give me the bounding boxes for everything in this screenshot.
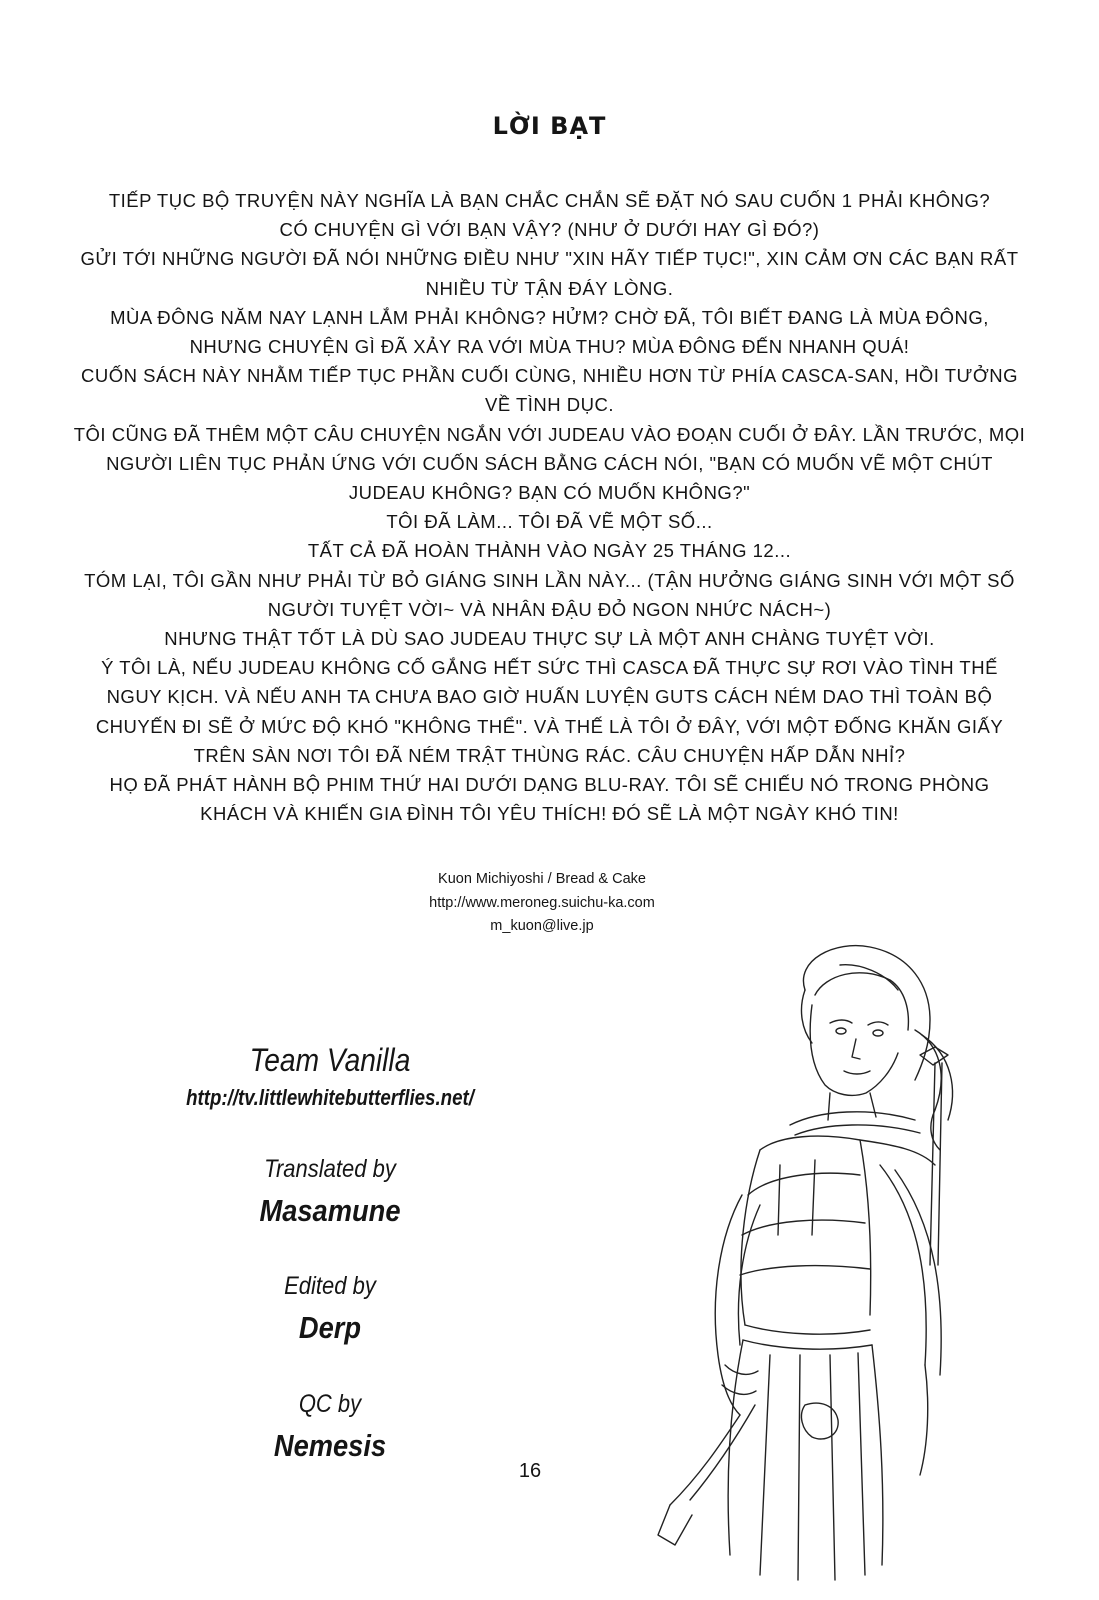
body-line: NGƯỜI LIÊN TỤC PHẢN ỨNG VỚI CUỐN SÁCH BẰNG CÁCH NÓI, "BẠN CÓ MUỐN VẼ MỘT CHÚT — [106, 452, 993, 474]
qc-label: QC by — [298, 1390, 362, 1418]
body-line: MÙA ĐÔNG NĂM NAY LẠNH LẮM PHẢI KHÔNG? HỬM? CHỜ ĐÃ, TÔI BIẾT ĐANG LÀ MÙA ĐÔNG, — [110, 306, 989, 328]
body-line: HỌ ĐÃ PHÁT HÀNH BỘ PHIM THỨ HAI DƯỚI DẠNG BLU-RAY. TÔI SẼ CHIẾU NÓ TRONG PHÒNG — [109, 774, 990, 796]
body-line: CHUYẾN ĐI SẼ Ở MỨC ĐỘ KHÓ "KHÔNG THỂ". VÀ THẾ LÀ TÔI Ở ĐÂY, VỚI MỘT ĐỐNG KHĂN GIẤY — [95, 715, 1004, 737]
character-sketch-illustration — [630, 935, 1060, 1600]
body-line: GỬI TỚI NHỮNG NGƯỜI ĐÃ NÓI NHỮNG ĐIỀU NHƯ "XIN HÃY TIẾP TỤC!", XIN CẢM ƠN CÁC BẠN RẤT — [80, 248, 1019, 270]
body-line: JUDEAU KHÔNG? BẠN CÓ MUỐN KHÔNG?" — [348, 482, 751, 504]
author-url: http://www.meroneg.suichu-ka.com — [429, 894, 655, 911]
body-line: NGUY KỊCH. VÀ NẾU ANH TA CHƯA BAO GIỜ HUẤN LUYỆN GUTS CÁCH NÉM DAO THÌ TOÀN BỘ — [106, 686, 993, 708]
body-line: NGƯỜI TUYỆT VỜI~ VÀ NHÂN ĐẬU ĐỎ NGON NHỨC NÁCH~) — [267, 598, 832, 620]
body-line: TÔI ĐÃ LÀM... TÔI ĐÃ VẼ MỘT SỐ... — [386, 511, 713, 533]
body-line: TÔI CŨNG ĐÃ THÊM MỘT CÂU CHUYỆN NGẮN VỚI JUDEAU VÀO ĐOẠN CUỐI Ở ĐÂY. LẦN TRƯỚC, MỌI — [73, 423, 1026, 445]
body-line: Ý TÔI LÀ, NẾU JUDEAU KHÔNG CỐ GẮNG HẾT SỨC THÌ CASCA ĐÃ THỰC SỰ RƠI VÀO TÌNH THẾ — [101, 657, 998, 679]
body-line: VỀ TÌNH DỤC. — [484, 394, 614, 416]
body-line: CUỐN SÁCH NÀY NHẰM TIẾP TỤC PHẦN CUỐI CÙNG, NHIỀU HƠN TỪ PHÍA CASCA-SAN, HỒI TƯỞNG — [81, 365, 1018, 387]
team-url: http://tv.littlewhitebutterflies.net/ — [186, 1085, 474, 1110]
body-line: TIẾP TỤC BỘ TRUYỆN NÀY NGHĨA LÀ BẠN CHẮC CHẮN SẼ ĐẶT NÓ SAU CUỐN 1 PHẢI KHÔNG? — [108, 190, 991, 211]
author-credit — [382, 868, 702, 939]
page-title: LỜI BẠT — [492, 112, 607, 140]
afterword-body — [28, 186, 1071, 828]
team-name: Team Vanilla — [249, 1042, 411, 1078]
body-line: NHƯNG CHUYỆN GÌ ĐÃ XẢY RA VỚI MÙA THU? MÙA ĐÔNG ĐẾN NHANH QUÁ! — [189, 336, 910, 358]
author-email: m_kuon@live.jp — [490, 918, 594, 934]
editor-name: Derp — [298, 1310, 362, 1345]
body-line: TÓM LẠI, TÔI GẦN NHƯ PHẢI TỪ BỎ GIÁNG SINH LẦN NÀY... (TẬN HƯỞNG GIÁNG SINH VỚI MỘT SỐ — [84, 569, 1015, 591]
editor-label: Edited by — [284, 1272, 376, 1300]
translator-name: Masamune — [259, 1193, 401, 1228]
body-line: TRÊN SÀN NƠI TÔI ĐÃ NÉM TRẬT THÙNG RÁC. CÂU CHUYỆN HẤP DẪN NHỈ? — [193, 744, 906, 766]
translator-label: Translated by — [264, 1155, 396, 1183]
qc-name: Nemesis — [273, 1428, 387, 1463]
body-line: CÓ CHUYỆN GÌ VỚI BẠN VẬY? (NHƯ Ở DƯỚI HAY GÌ ĐÓ?) — [279, 219, 820, 241]
body-line: NHIỀU TỪ TẬN ĐÁY LÒNG. — [425, 277, 674, 299]
page-number: 16 — [518, 1460, 542, 1482]
body-line: NHƯNG THẬT TỐT LÀ DÙ SAO JUDEAU THỰC SỰ LÀ MỘT ANH CHÀNG TUYỆT VỜI. — [164, 628, 935, 650]
body-line: TẤT CẢ ĐÃ HOÀN THÀNH VÀO NGÀY 25 THÁNG 12... — [307, 540, 792, 562]
author-name: Kuon Michiyoshi / Bread & Cake — [438, 871, 646, 887]
body-line: KHÁCH VÀ KHIẾN GIA ĐÌNH TÔI YÊU THÍCH! ĐÓ SẼ LÀ MỘT NGÀY KHÓ TIN! — [200, 803, 899, 825]
